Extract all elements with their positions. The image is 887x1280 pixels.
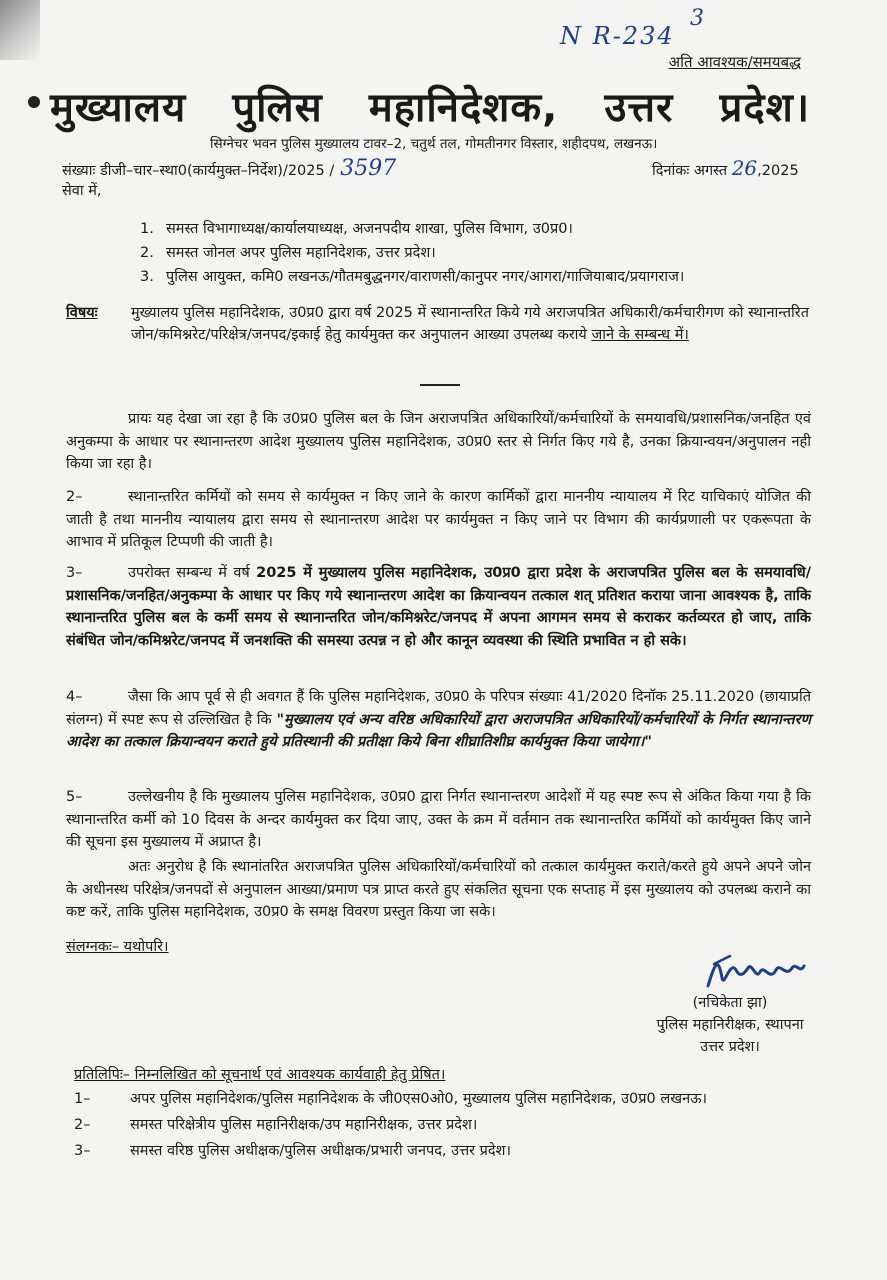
- recipient-text: पुलिस आयुक्त, कमि0 लखनऊ/गौतमबुद्धनगर/वाराणसी/कानुपर नगर/आगरा/गाजियाबाद/प्रयागराज।: [166, 269, 685, 285]
- paragraph-text: प्रायः यह देखा जा रहा है कि उ0प्र0 पुलिस बल के जिन अराजपत्रित अधिकारियों/कर्मचारियों के समयावधि/प्रशासनिक/जनहित एवं अनुकम्पा के आधार पर स्थानान्तरण आदेश मुख्यालय पुलिस महानिदेशक, उ0प्र0 स्तर से निर्गत किए गये है, उनका क्रियान्वयन/अनुपालन नही किया जा रहा है।: [66, 411, 811, 472]
- paragraph-number: 5–: [66, 789, 83, 805]
- paragraph-bold-text: 2025 में मुख्यालय पुलिस महानिदेशक, उ0प्र0 द्वारा प्रदेश के अराजपत्रित पुलिस बल के समयावधि/प्रशासनिक/जनहित/अनुकम्पा के आधार पर किए गये स्थानान्तरण आदेश का क्रियान्वयन तत्काल शत् प्रतिशत कराया जाना आवश्यक है, ताकि स्थानान्तरित पुलिस बल के कर्मी समय से स्थानान्तरित जोन/कमिश्नरेट/जनपद में अपना आगमन समय से कराकर कर्तव्यरत हो जाए, ताकि संबंधित जोन/कमिश्नरेट/जनपद में जनशक्ति की समस्या उत्पन्न न हो और कानून व्यवस्था की स्थिति प्रभावित न हो सके।: [66, 565, 811, 649]
- title-word: पुलिस: [232, 85, 323, 131]
- handwritten-reference: N R-234: [560, 22, 675, 50]
- subject-end: जाने के सम्बन्ध में।: [591, 327, 689, 343]
- date-suffix: ,2025: [757, 163, 799, 179]
- signatory-block: [645, 992, 815, 1058]
- bullet-dot: [28, 96, 40, 108]
- salutation: सेवा में,: [62, 183, 102, 199]
- title-word: महानिदेशक,: [368, 85, 559, 131]
- paragraph-6: [66, 856, 811, 924]
- title-word: उत्तर: [604, 85, 674, 131]
- paragraph-2: [66, 486, 811, 554]
- letter-number-prefix: संख्याः डीजी–चार–स्था0(कार्यमुक्त–निर्देश)/2025 /: [62, 163, 335, 179]
- paragraph-number: 3–: [66, 565, 83, 581]
- copy-heading: प्रतिलिपिः– निम्नलिखित को सूचनार्थ एवं आवश्यक कार्यवाही हेतु प्रेषित।: [74, 1067, 446, 1083]
- recipient-number: 3.: [140, 269, 154, 285]
- subject-text: [131, 302, 811, 346]
- recipient-text: समस्त जोनल अपर पुलिस महानिदेशक, उत्तर प्रदेश।: [166, 245, 436, 261]
- copy-item: [74, 1088, 707, 1108]
- paragraph-number: 2–: [66, 489, 83, 505]
- signatory-name: (नचिकेता झा): [692, 995, 768, 1011]
- recipient-text: समस्त विभागाध्यक्ष/कार्यालयाध्यक्ष, अजनपदीय शाखा, पुलिस विभाग, उ0प्र0।: [166, 221, 573, 237]
- handwritten-letter-number: 3597: [340, 156, 397, 181]
- paragraph-5: [66, 786, 811, 854]
- paragraph-text: उपरोक्त सम्बन्ध में वर्ष: [128, 565, 257, 581]
- copy-number: 1–: [74, 1091, 91, 1107]
- scan-corner-shadow: [0, 0, 40, 60]
- recipient-item: [140, 242, 436, 262]
- paragraph-text: स्थानान्तरित कर्मियों को समय से कार्यमुक्त न किए जाने के कारण कार्मिकों द्वारा माननीय न्यायालय में रिट याचिकाएं योजित की जाती है तथा माननीय न्यायालय द्वारा समय से स्थानान्तरण आदेश पर कार्यमुक्त न किए जाने पर विभाग की कार्यप्रणाली पर एकरूपता के आभाव में प्रतिकूल टिप्पणी की जाती है।: [66, 489, 811, 550]
- subject-body: मुख्यालय पुलिस महानिदेशक, उ0प्र0 द्वारा वर्ष 2025 में स्थानान्तरित किये गये अराजपत्रित अधिकारी/कर्मचारीगण को स्थानान्तरित जोन/कमिश्नरेट/परिक्षेत्र/जनपद/इकाई हेतु कार्यमुक्त कर अनुपालन आख्या उपलब्ध कराये: [131, 305, 809, 343]
- paragraph-text: जैसा कि आप पूर्व से ही अवगत हैं कि पुलिस महानिदेशक, उ0प्र0 के परिपत्र संख्याः 41/2020 दिनॉक 25.11.2020 (छायाप्रति संलग्न) में स्पष्ट रूप से उल्लिखित है कि: [66, 689, 811, 728]
- title-word: मुख्यालय: [50, 85, 187, 131]
- copy-text: समस्त वरिष्ठ पुलिस अधीक्षक/पुलिस अधीक्षक/प्रभारी जनपद, उत्तर प्रदेश।: [130, 1143, 511, 1159]
- paragraph-quote: "मुख्यालय एवं अन्य वरिष्ठ अधिकारियों द्वारा अराजपत्रित अधिकारियों/कर्मचारियों के निर्गत स्थानान्तरण आदेश का तत्काल क्रियान्वयन कराते हुये प्रतिस्थानी की प्रतीक्षा किये बिना शीघ्रातिशीघ्र कार्यमुक्त किया जायेगा।": [66, 711, 811, 750]
- title-word: प्रदेश।: [719, 85, 810, 131]
- signatory-designation: पुलिस महानिरीक्षक, स्थापना: [656, 1017, 804, 1033]
- letter-date: [652, 156, 799, 180]
- divider: [420, 384, 460, 386]
- signatory-state: उत्तर प्रदेश।: [700, 1039, 760, 1055]
- handwritten-date-day: 26: [731, 156, 758, 180]
- copy-number: 3–: [74, 1143, 91, 1159]
- date-prefix: दिनांकः अगस्त: [652, 163, 732, 179]
- recipient-number: 1.: [140, 221, 154, 237]
- paragraph-text: उल्लेखनीय है कि मुख्यालय पुलिस महानिदेशक, उ0प्र0 द्वारा निर्गत स्थानान्तरण आदेशों में यह स्पष्ट रूप से अंकित किया गया है कि स्थानान्तरित कर्मी को 10 दिवस के अन्दर कार्यमुक्त कर दिया जाए, उक्त के क्रम में वर्तमान तक स्थानान्तरित कर्मियों को कार्यमुक्त किए जाने की सूचना इस मुख्यालय में अप्राप्त है।: [66, 789, 811, 850]
- copy-item: [74, 1114, 477, 1134]
- paragraph-1: [66, 408, 811, 476]
- subject-label: विषयः: [66, 305, 98, 321]
- recipient-number: 2.: [140, 245, 154, 261]
- handwritten-mark: 3: [690, 6, 704, 31]
- urgency-label: अति आवश्यक/समयबद्ध: [668, 53, 801, 71]
- copy-number: 2–: [74, 1117, 91, 1133]
- office-address: सिग्नेचर भवन पुलिस मुख्यालय टावर–2, चतुर्थ तल, गोमतीनगर विस्तार, शहीदपथ, लखनऊ।: [210, 136, 658, 152]
- copy-text: अपर पुलिस महानिदेशक/पुलिस महानिदेशक के जी0एस0ओ0, मुख्यालय पुलिस महानिदेशक, उ0प्र0 लखनऊ।: [130, 1091, 707, 1107]
- office-title: [50, 78, 810, 133]
- paragraph-text: अतः अनुरोध है कि स्थानांतरित अराजपत्रित पुलिस अधिकारियों/कर्मचारियों को तत्काल कार्यमुक्त कराते/करते हुये अपने अपने जोन के अधीनस्थ परिक्षेत्र/जनपदों से अनुपालन आख्या/प्रमाण पत्र प्राप्त करते हुए संकलित सूचना एक सप्ताह में इस मुख्यालय को उपलब्ध कराने का कष्ट करें, ताकि पुलिस महानिदेशक, उ0प्र0 के समक्ष विवरण प्रस्तुत किया जा सके।: [66, 859, 811, 920]
- copy-item: [74, 1140, 511, 1160]
- recipient-item: [140, 266, 684, 286]
- paragraph-3: [66, 562, 811, 652]
- recipient-item: [140, 218, 573, 238]
- copy-text: समस्त परिक्षेत्रीय पुलिस महानिरीक्षक/उप महानिरीक्षक, उत्तर प्रदेश।: [130, 1117, 478, 1133]
- signature-image: [700, 948, 810, 994]
- paragraph-number: 4–: [66, 689, 83, 705]
- enclosure-note: संलग्नकः– यथोपरि।: [66, 939, 169, 955]
- paragraph-4: [66, 686, 811, 754]
- letter-number: [62, 156, 396, 181]
